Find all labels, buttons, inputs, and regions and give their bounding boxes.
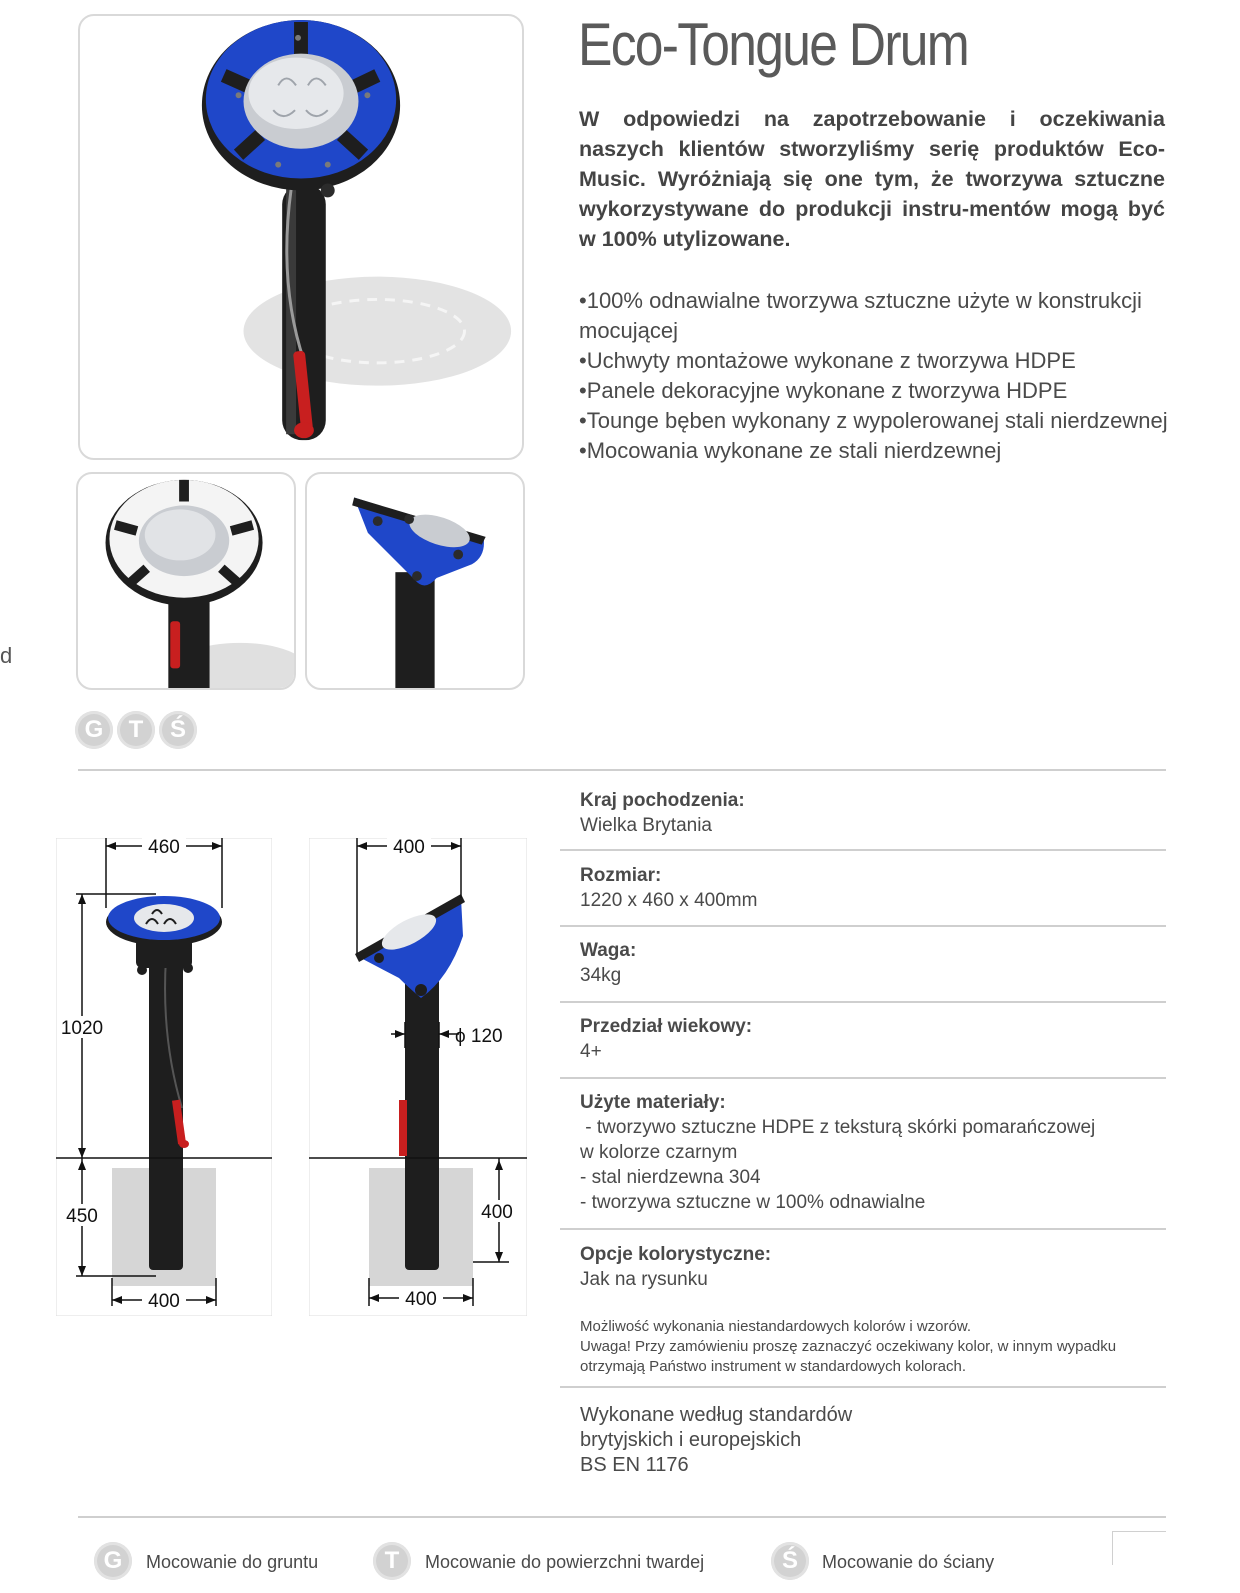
spec-materials-line: w kolorze czarnym (580, 1142, 738, 1163)
main-product-photo (78, 14, 524, 460)
spec-materials-line: - tworzywa sztuczne w 100% odnawialne (580, 1192, 926, 1213)
legend-hard-surface-text: Mocowanie do powierzchni twardej (425, 1552, 705, 1572)
stray-character: d (0, 643, 13, 668)
spec-divider (560, 1077, 1166, 1079)
feature-item: • 100% odnawialne tworzywa sztuczne użyte w konstrukcji mocującej (579, 286, 1179, 346)
color-note-line: otrzymają Państwo instrument w standardowych kolorach. (580, 1358, 967, 1375)
standard-line: Wykonane według standardów (580, 1404, 853, 1426)
side-drum-illustration (307, 474, 523, 688)
spec-colors-value: Jak na rysunku (580, 1269, 708, 1290)
ground-mount-icon: G (94, 1542, 132, 1580)
spec-origin-label: Kraj pochodzenia: (580, 790, 745, 811)
color-note-line: Możliwość wykonania niestandardowych kolorów i wzorów. (580, 1318, 972, 1335)
product-intro: W odpowiedzi na zapotrzebowanie i oczekiwania naszych klientów stworzyliśmy serię produktów Eco-Music. Wyróżniają się one tym, że tworzywa sztuczne wykorzystywane do produkcji instru-mentów mogą być w 100% utylizowane. (579, 107, 1165, 251)
spec-materials-label: Użyte materiały: (580, 1092, 726, 1113)
hard-surface-mount-icon: T (117, 711, 155, 749)
side-height-below-label: 400 (481, 1202, 513, 1223)
spec-divider (560, 1386, 1166, 1388)
color-note-line: Uwaga! Przy zamówieniu proszę zaznaczyć oczekiwany kolor, w innym wypadku (580, 1338, 1117, 1355)
front-technical-drawing (56, 838, 272, 1316)
product-title: Eco-Tongue Drum (578, 11, 969, 78)
side-technical-drawing (309, 838, 527, 1316)
legend-ground-text: Mocowanie do gruntu (146, 1552, 319, 1572)
spec-divider (560, 1228, 1166, 1230)
side-view-photo (305, 472, 525, 690)
white-variant-photo (76, 472, 296, 690)
corner-mark (1112, 1531, 1166, 1565)
side-width-label: 400 (393, 838, 425, 858)
section-divider (78, 769, 1166, 771)
standard-line: brytyjskich i europejskich (580, 1429, 802, 1451)
front-height-below-label: 450 (66, 1206, 98, 1227)
spec-weight-value: 34kg (580, 965, 622, 986)
feature-item: • Tounge bęben wykonany z wypolerowanej stali nierdzewnej (579, 406, 1179, 436)
white-drum-illustration (78, 474, 294, 688)
standard-line: BS EN 1176 (580, 1454, 689, 1476)
front-height-above-label: 1020 (60, 1018, 104, 1039)
front-width-label: 460 (148, 838, 180, 858)
wall-mount-icon: Ś (159, 711, 197, 749)
feature-list (579, 286, 1179, 466)
spec-age-value: 4+ (580, 1041, 602, 1062)
spec-divider (560, 1001, 1166, 1003)
hard-surface-mount-icon: T (373, 1542, 411, 1580)
spec-colors-label: Opcje kolorystyczne: (580, 1244, 772, 1265)
feature-item: • Uchwyty montażowe wykonane z tworzywa HDPE (579, 346, 1179, 376)
spec-size-value: 1220 x 460 x 400mm (580, 890, 758, 911)
wall-mount-icon: Ś (771, 1542, 809, 1580)
legend-wall-text: Mocowanie do ściany (822, 1552, 995, 1572)
ground-mount-icon: G (75, 711, 113, 749)
tongue-drum-illustration (80, 16, 522, 458)
spec-weight-label: Waga: (580, 940, 637, 961)
spec-origin-value: Wielka Brytania (580, 815, 712, 836)
spec-divider (560, 925, 1166, 927)
feature-item: • Panele dekoracyjne wykonane z tworzywa HDPE (579, 376, 1179, 406)
front-base-label: 400 (148, 1291, 180, 1312)
spec-materials-line: - stal nierdzewna 304 (580, 1167, 761, 1188)
spec-materials-line: - tworzywo sztuczne HDPE z teksturą skórki pomarańczowej (580, 1117, 1096, 1138)
footer-divider (78, 1516, 1166, 1518)
spec-age-label: Przedział wiekowy: (580, 1016, 753, 1037)
feature-item: • Mocowania wykonane ze stali nierdzewnej (579, 436, 1179, 466)
spec-divider (560, 849, 1166, 851)
spec-size-label: Rozmiar: (580, 865, 662, 886)
side-base-label: 400 (405, 1289, 437, 1310)
side-diameter-label: ϕ 120 (455, 1026, 503, 1047)
